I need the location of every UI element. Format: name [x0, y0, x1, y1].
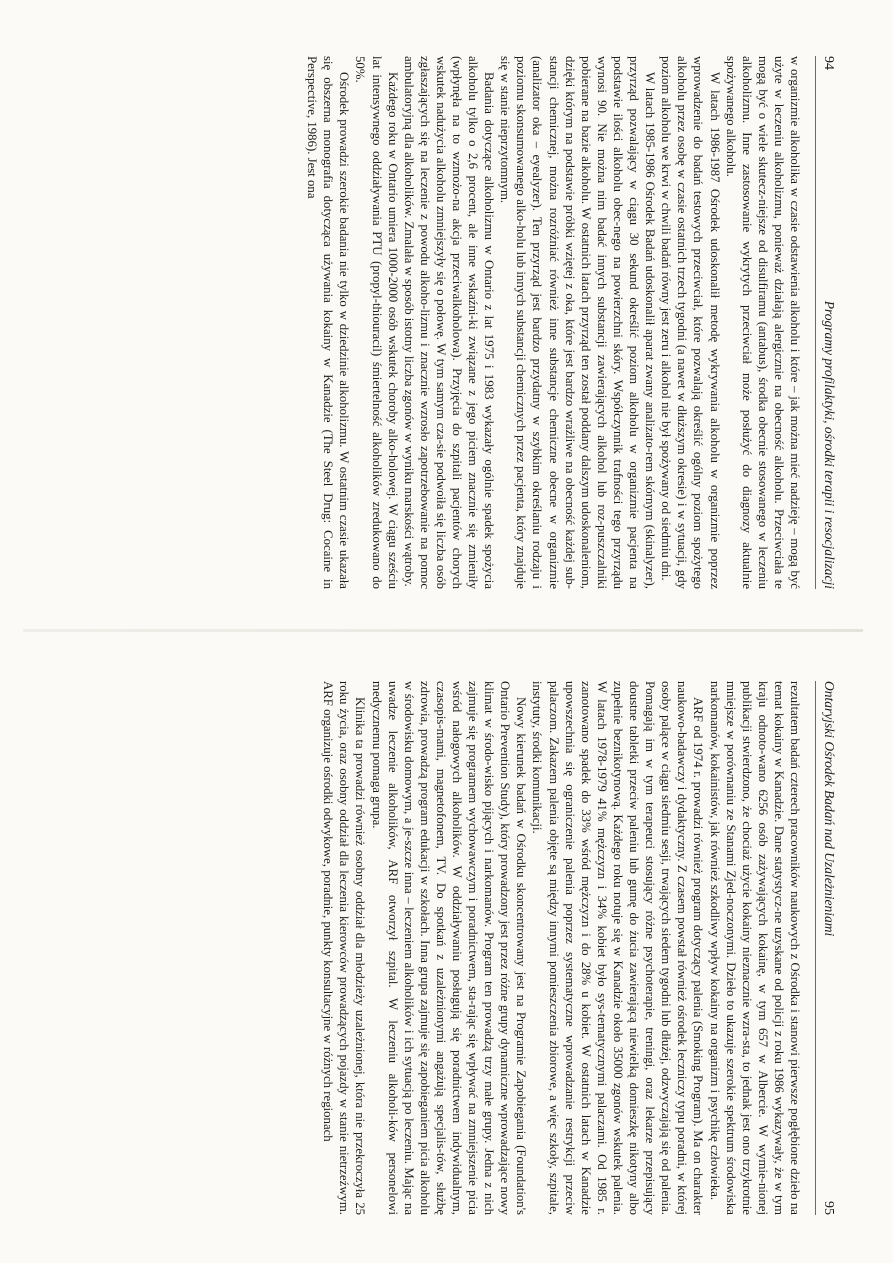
right-page [0, 631, 893, 1263]
right-running-title: Ontaryjski Ośrodek Badań nad Uzależnieniami [822, 681, 837, 937]
paragraph: rezultatem badań czterech pracowników naukowych z Ośrodka i stanowi pierwsze pogłębione dzieło na temat kokainy w Kanadzie. Dane statystycz-ne uzyskane od policji z roku 1986 wykazywały, że w tym kraju odnoto-wano 6256 osób zażywających kokainę, w tym 657 w Albercie. W wymie-nionej publikacji stwierdzono, że chociaż użycie kokainy nieznacznie wzra-sta, to jednak jest ono trzykrotnie mniejsze w porównaniu ze Stanami Zjed-noczonymi. Dzieło to ukazuje szerokie spektrum środowiska narkomanów, kokainistów, jak również szkodliwy wpływ kokainy na organizm i psychikę człowieka. [707, 681, 802, 1215]
left-page-body [304, 56, 803, 589]
paragraph: Ośrodek prowadzi szerokie badania nie tylko w dziedzinie alkoholizmu. W ostatnim czasie ukazała się obszerna monografia dotycząca używania kokainy w Kanadzie (The Steel Drug: Cocaine in Perspective, 1986). Jest ona [305, 56, 352, 589]
left-running-head [815, 56, 837, 589]
right-page-number: 95 [821, 1201, 836, 1215]
left-page-number: 94 [821, 56, 836, 70]
paragraph: Nowy kierunek badań w Ośrodku skoncentrowany jest na Programie Zapobiegania (Foundation's Ontario Prevention Study), który prowadzony jest przez różne grupy dynamiczne wprowadzające nowy klimat w środo-wisko pijących i narkomanów. Program ten prowadzą trzy małe grupy. Jedna z nich zajmuje się programem wychowawczym i poradnictwem, sta-rając się wpływać na zmniejszenie picia wśród nałogowych alkoholików. W oddziaływaniu posługują się poradnictwem indywidualnym, czasopis-mami, magnetofonem, TV. Do spotkań z uzależnionymi angażują specjalis-tów, służbę zdrowia, prowadzą program edukacji w szkołach. Inna grupa zajmuje się zapobieganiem picia alkoholu w środowisku domowym, a je-szcze inna – leczeniem alkoholików i ich sytuacją po leczeniu. Mając na uwadze leczenie alkoholików, ARF otworzył szpital. W leczeniu alkoholi-ków personelowi medycznemu pomaga grupa. [369, 681, 529, 1215]
left-page [0, 0, 893, 631]
right-running-head [815, 681, 837, 1215]
paragraph: W latach 1985-1986 Ośrodek Badań udoskonalił aparat zwany analizato-rem skórnym (skinalyzer), przyrząd pozwalający w ciągu 30 sekund określić poziom alkoholu w organizmie pacjenta na podstawie ilości alkoholu obec-nego na powierzchni skóry. Współczynnik trafności tego przyrządu wynosi 90. Nie można nim badać innych substancji zawierających alkohol lub roz-puszczalniki pobierane na bazie alkoholu. W ostatnich latach przyrząd ten został poddany dalszym udoskonaleniom, dzięki którym na podstawie próbki wziętej z oka, które jest bardzo wrażliwe na obecność każdej sub-stancji chemicznej, można rozróżniać również inne substancje chemiczne obecne w organizmie (analizator oka – eyealyzer). Ten przyrząd jest bardzo przydatny w szybkim określaniu rodzaju i poziomu skonsumowanego alko-holu lub innych substancji chemicznych przez pacjenta, który znajduje się w stanie nieprzytomnym. [498, 56, 658, 589]
paragraph: W latach 1986-1987 Ośrodek udoskonalił metodę wykrywania alkoholu w organizmie poprzez wprowadzenie do badań testowych przeciwciał, które pozwalają określić ogólny poziom spożytego alkoholu przez osobę w czasie ostatnich trzech tygodni (a nawet w dłuższym okresie) i w sytuacji, gdy poziom alkoholu we krwi w chwili badań równy jest zeru i alkohol nie był spożywany od siedmiu dni. [659, 56, 722, 589]
paragraph: Badania dotyczące alkoholizmu w Ontario z lat 1975 i 1983 wykazały ogólnie spadek spożycia alkoholu tylko o 2,6 procent, ale inne wskaźni-ki związane z jego piciem znacznie się zmieniły (wpłynęła na to wzmożo-na akcja przeciwalkoholowa). Przyjęcia do szpitali pacjentów chorych wskutek nadużycia alkoholu zmniejszyły się o połowę. W tym samym cza-sie podwoiła się liczba osób zgłaszających się na leczenie z powodu alkoho-lizmu i znacznie wzrosło zapotrzebowanie na pomoc ambulatoryjną dla alkoholików. Zmalała w sposób istotny liczba zgonów w wyniku marskości wątroby. [401, 56, 497, 589]
left-running-title: Programy profilaktyki, ośrodki terapii i resocjalizacji [822, 300, 837, 589]
paragraph: Klinika ta prowadzi również osobny oddział dla młodzieży uzależnionej, która nie przekroczyła 25 roku życia, oraz osobny oddział dla leczenia kierowców prowadzących pojazdy w stanie nietrzeźwym. ARF organizuje ośrodki odwykowe, poradnie, punkty konsultacyjne w różnych regionach [321, 681, 368, 1215]
paragraph: Każdego roku w Ontario umiera 1000-2000 osób wskutek choroby alko-holowej. W ciągu sześciu lat intensywnego oddziaływania PTU (propyl-thiouracil) śmiertelność alkoholików zredukowano do 50%. [353, 56, 400, 589]
paragraph: ARF od 1974 r. prowadzi również program dotyczący palenia (Smoking Program). Ma on charakter naukowo-badawczy i dydaktyczny. Z czasem powstał również ośrodek leczniczy typu poradni, w której osoby palące w ciągu siedmiu sesji, trwających siedem tygodni lub dłużej, odzwyczajają się od palenia. Pomagają im w tym terapeuci stosujący różne psychoterapie, treningi, oraz lekarze przepisujący doustne tabletki przeciw paleniu lub gumę do żucia zawierającą niewielką domieszkę nikotyny albo zupełnie beznikotynową. Każdego roku notuje się w Kanadzie około 35000 zgonów wskutek palenia. W latach 1978-1979 41% mężczyzn i 34% kobiet było sys-tematycznymi palaczami. Od 1985 r. zanotowano spadek do 33% wśród mężczyzn i do 28% u kobiet. W ostatnich latach w Kanadzie upowszechnia się ograniczenie palenia poprzez systematyczne wprowadzanie restrykcji przeciw palaczom. Zakazem palenia objęte są między innymi pomieszczenia zbiorowe, a więc szkoły, szpitale, instytuty, środki komunikacji. [530, 681, 706, 1215]
paragraph: w organizmie alkoholika w czasie odstawienia alkoholu i które – jak można mieć nadzieję – mogą być użyte w leczeniu alkoholizmu, ponieważ działają alergicznie na obecność alkoholu. Przeciwciała te mogą być o wiele skutecz-niejsze od disulfiramu (antabus), środka obecnie stosowanego w leczeniu alkoholizmu. Inne zastosowanie wykrytych przeciwciał może posłużyć do diagnozy aktualnie spożywanego alkoholu. [723, 56, 802, 589]
right-page-body [320, 681, 803, 1215]
